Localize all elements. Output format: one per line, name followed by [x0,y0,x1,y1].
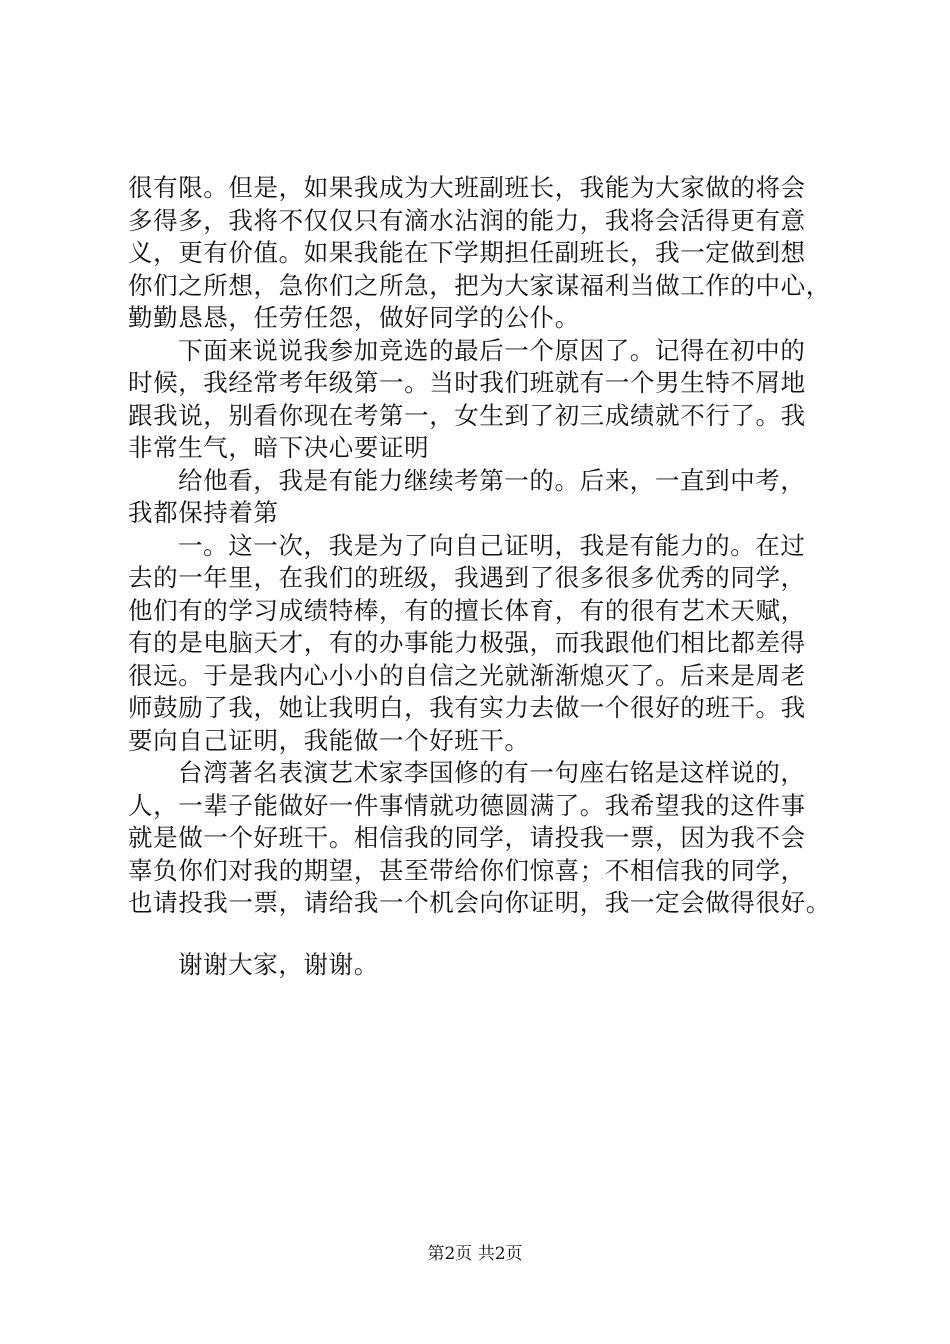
text-line: 非常生气，暗下决心要证明 [128,433,430,462]
text-line: 也请投我一票，请给我一个机会向你证明，我一定会做得很好。 [128,888,831,917]
text-line: 有的是电脑天才，有的办事能力极强，而我跟他们相比都差得 [128,628,806,657]
paragraph-gap [128,920,852,949]
paragraph-start-line: 台湾著名表演艺术家李国修的有一句座右铭是这样说的， [178,758,806,787]
text-line: 师鼓励了我，她让我明白，我有实力去做一个很好的班干。我 [128,693,806,722]
paragraph-start-line: 一。这一次，我是为了向自己证明，我是有能力的。在过 [178,530,806,560]
text-line: 勤勤恳恳，任劳任怨，做好同学的公仆。 [128,303,580,332]
page-footer: 第2页 共2页 [427,1244,523,1264]
text-line: 很远。于是我内心小小的自信之光就渐渐熄灭了。后来是周老 [128,660,806,690]
text-line: 我都保持着第 [128,498,279,527]
text-line: 人，一辈子能做好一件事情就功德圆满了。我希望我的这件事 [128,790,806,820]
closing-line: 谢谢大家，谢谢。 [178,949,379,979]
document-body [128,172,852,981]
text-line: 你们之所想，急你们之所急，把为大家谋福利当做工作的中心， [128,270,831,300]
text-line: 他们有的学习成绩特棒，有的擅长体育，有的很有艺术天赋， [128,595,806,625]
paragraph-start-line: 给他看，我是有能力继续考第一的。后来，一直到中考， [178,465,806,495]
text-line: 要向自己证明，我能做一个好班干。 [128,725,530,755]
paragraph-start-line: 下面来说说我参加竞选的最后一个原因了。记得在初中的 [178,335,806,365]
text-line: 多得多，我将不仅仅只有滴水沾润的能力，我将会活得更有意 [128,205,806,235]
text-line: 就是做一个好班干。相信我的同学，请投我一票，因为我不会 [128,823,806,852]
text-line: 时候，我经常考年级第一。当时我们班就有一个男生特不屑地 [128,368,806,397]
text-line: 跟我说，别看你现在考第一，女生到了初三成绩就不行了。我 [128,400,806,430]
text-line: 去的一年里，在我们的班级，我遇到了很多很多优秀的同学， [128,563,806,592]
text-line: 很有限。但是，如果我成为大班副班长，我能为大家做的将会 [128,173,806,202]
text-line: 义，更有价值。如果我能在下学期担任副班长，我一定做到想 [128,238,806,267]
text-line: 辜负你们对我的期望，甚至带给你们惊喜；不相信我的同学， [128,855,806,885]
